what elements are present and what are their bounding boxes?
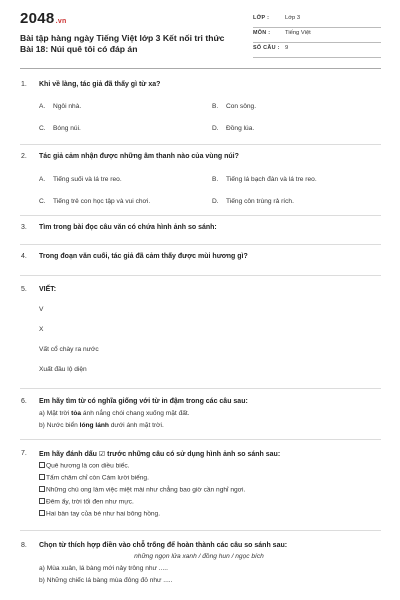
answer-option-d[interactable]: D. Tiếng côn trùng rả rích. [212,198,294,205]
checkbox-item[interactable]: Những chú ong làm việc miệt mài như chẳng bao giờ cần nghỉ ngơi. [39,486,245,494]
writing-line: V [39,306,44,313]
header-divider [20,68,381,69]
meta-label: LỚP : [253,15,270,21]
worksheet-title: Bài tập hàng ngày Tiếng Việt lớp 3 Kết nối tri thức Bài 18: Núi quê tôi có đáp án [20,33,225,54]
checkbox-item[interactable]: Quê hương là con diều biếc. [39,462,130,470]
question-text: Trong đoạn văn cuối, tác giả đã cảm thấy được mùi hương gì? [39,253,248,260]
fill-sentence-b: b) Những chiếc lá bàng mùa đông đỏ như ..... [39,577,173,584]
checkbox-item[interactable]: Tấm chăm chỉ còn Cám lười biếng. [39,474,149,482]
checkbox-icon[interactable] [39,486,45,492]
question-text: VIẾT: [39,286,57,293]
checkbox-item[interactable]: Đêm ấy, trời tối đen như mực. [39,498,134,506]
question-number: 4. [21,253,27,260]
meta-value: Tiếng Việt [285,30,311,36]
meta-label: MÔN : [253,30,271,36]
answer-option-a[interactable]: A. Ngôi nhà. [39,103,82,110]
worksheet-header [0,0,400,78]
meta-value: 9 [285,45,289,51]
fill-sentence-a: a) Mùa xuân, lá bàng mới nảy trông như ..... [39,565,168,572]
checkbox-icon[interactable] [39,498,45,504]
question-text: Em hãy tìm từ có nghĩa giống với từ in đậm trong các câu sau: [39,398,248,405]
question-separator [20,275,381,276]
question-number: 7. [21,450,27,457]
answer-option-a[interactable]: A. Tiếng suối và lá tre reo. [39,176,122,183]
question-number: 8. [21,542,27,549]
checkbox-icon[interactable] [39,462,45,468]
writing-line: Vất cổ chày ra nước [39,346,99,353]
meta-value: Lớp 3 [285,15,301,21]
word-options: những ngọn lửa xanh / đồng hun / ngọc bích [134,553,264,560]
sentence-b: b) Nước biển lóng lánh dưới ánh mặt trời. [39,422,164,429]
question-number: 5. [21,286,27,293]
question-text: Tác giả cảm nhận được những âm thanh nào của vùng núi? [39,153,239,160]
sentence-a: a) Mặt trời tỏa ánh nắng chói chang xuống mặt đất. [39,410,190,417]
meta-label: SỐ CÂU : [253,45,280,51]
question-text: Chọn từ thích hợp điền vào chỗ trống để hoàn thành các câu so sánh sau: [39,542,288,549]
question-separator [20,144,381,145]
question-text: Tìm trong bài đọc câu văn có chứa hình ảnh so sánh: [39,224,217,231]
question-number: 1. [21,81,27,88]
checkbox-icon[interactable] [39,474,45,480]
question-text: Khi về làng, tác giả đã thấy gì từ xa? [39,81,161,88]
question-separator [20,439,381,440]
meta-row-subject [253,27,381,43]
question-separator [20,244,381,245]
meta-row-grade [253,12,381,28]
question-separator [20,530,381,531]
answer-option-b[interactable]: B. Tiếng lá bạch đàn và lá tre reo. [212,176,317,183]
answer-option-c[interactable]: C. Bóng núi. [39,125,81,132]
writing-line: X [39,326,44,333]
question-text: Em hãy đánh dấu ☑ trước những câu có sử dụng hình ảnh so sánh sau: [39,451,281,458]
answer-option-b[interactable]: B. Con sông. [212,103,257,110]
question-number: 6. [21,398,27,405]
question-number: 2. [21,153,27,160]
question-separator [20,215,381,216]
question-number: 3. [21,224,27,231]
answer-option-c[interactable]: C. Tiếng trẻ con học tập và vui chơi. [39,198,151,205]
writing-line: Xuất đầu lộ diện [39,366,87,373]
checkbox-item[interactable]: Hai bàn tay của bé như hai bông hồng. [39,510,160,518]
question-separator [20,388,381,389]
checkbox-icon[interactable] [39,510,45,516]
meta-row-count [253,42,381,58]
answer-option-d[interactable]: D. Đồng lúa. [212,125,255,132]
site-logo[interactable]: 2048.vn [20,10,67,27]
